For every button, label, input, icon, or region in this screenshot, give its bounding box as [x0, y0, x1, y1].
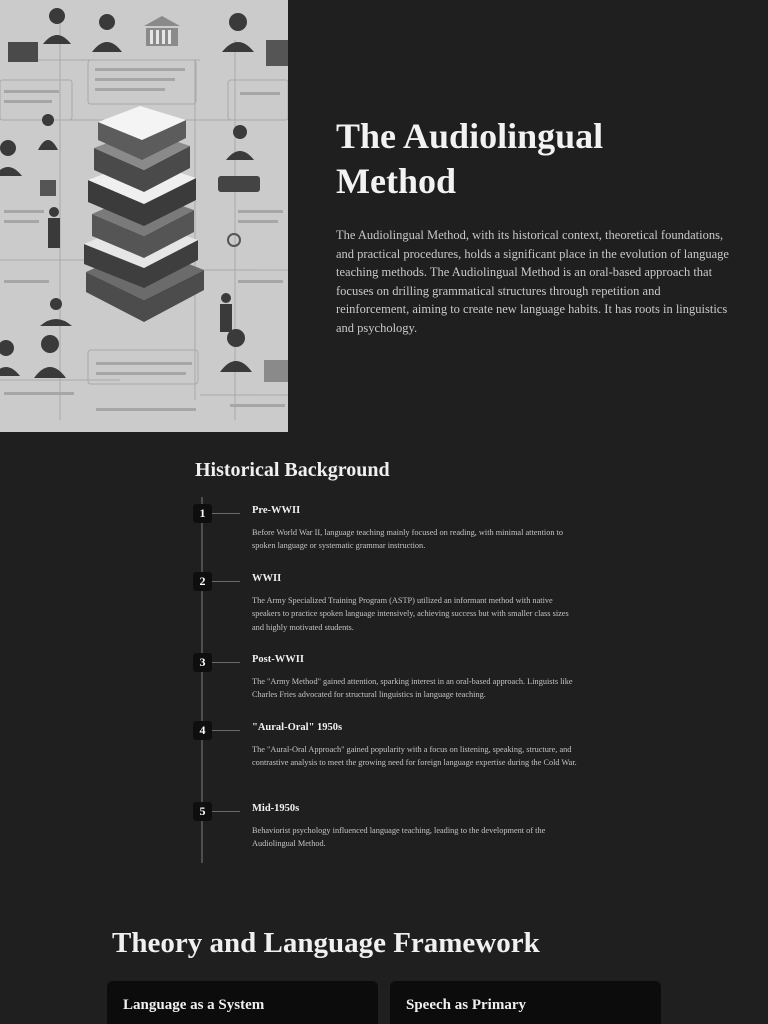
- card-title: Speech as Primary: [406, 997, 526, 1013]
- theory-card-language-as-system: [107, 981, 378, 1024]
- hero-illustration: [0, 0, 288, 432]
- timeline-body: Before World War II, language teaching mainly focused on reading, with minimal attention to spoken language or systematic grammar instruction.: [252, 528, 564, 551]
- section-title-theory: Theory and Language Framework: [112, 927, 540, 959]
- timeline-number-badge: 3: [193, 653, 212, 672]
- timeline-body: The "Army Method" gained attention, sparking interest in an oral-based approach. Linguists like Charles Fries advocated for structural linguistics in language teaching.: [252, 677, 573, 700]
- timeline-heading: Pre-WWII: [252, 505, 301, 516]
- illustration-books-people-icon: [0, 0, 288, 432]
- section-title-historical-background: Historical Background: [195, 459, 390, 481]
- hero-text: [336, 114, 731, 338]
- page-title: The Audiolingual Method: [336, 116, 604, 201]
- timeline-body: The Army Specialized Training Program (ASTP) utilized an informant method with native speakers to practice spoken language intensively, achieving success but with smaller class sizes and highly motivated students.: [252, 596, 569, 632]
- hero-description: The Audiolingual Method, with its historical context, theoretical foundations, and practical procedures, holds a significant place in the evolution of language teaching methods. The Audiolingual Method is an oral-based approach that focuses on drilling grammatical structures through repetition and reinforcement, aiming to create new language habits. It has roots in linguistics and psychology.: [336, 228, 729, 335]
- timeline-number-badge: 4: [193, 721, 212, 740]
- timeline-number-badge: 5: [193, 802, 212, 821]
- timeline-connector: [212, 662, 240, 663]
- timeline-heading: Mid-1950s: [252, 803, 300, 814]
- timeline-body: Behaviorist psychology influenced language teaching, leading to the development of the Audiolingual Method.: [252, 826, 546, 849]
- timeline-heading: WWII: [252, 573, 282, 584]
- timeline-body: The "Aural-Oral Approach" gained popularity with a focus on listening, speaking, structure, and contrastive analysis to meet the growing need for foreign language expertise during the Cold War.: [252, 745, 577, 768]
- timeline-number-badge: 2: [193, 572, 212, 591]
- timeline-number-badge: 1: [193, 504, 212, 523]
- timeline-connector: [212, 811, 240, 812]
- timeline-heading: Post-WWII: [252, 654, 304, 665]
- timeline-connector: [212, 581, 240, 582]
- timeline-connector: [212, 730, 240, 731]
- theory-card-speech-as-primary: [390, 981, 661, 1024]
- timeline-heading: "Aural-Oral" 1950s: [252, 722, 343, 733]
- card-title: Language as a System: [123, 997, 265, 1013]
- timeline-connector: [212, 513, 240, 514]
